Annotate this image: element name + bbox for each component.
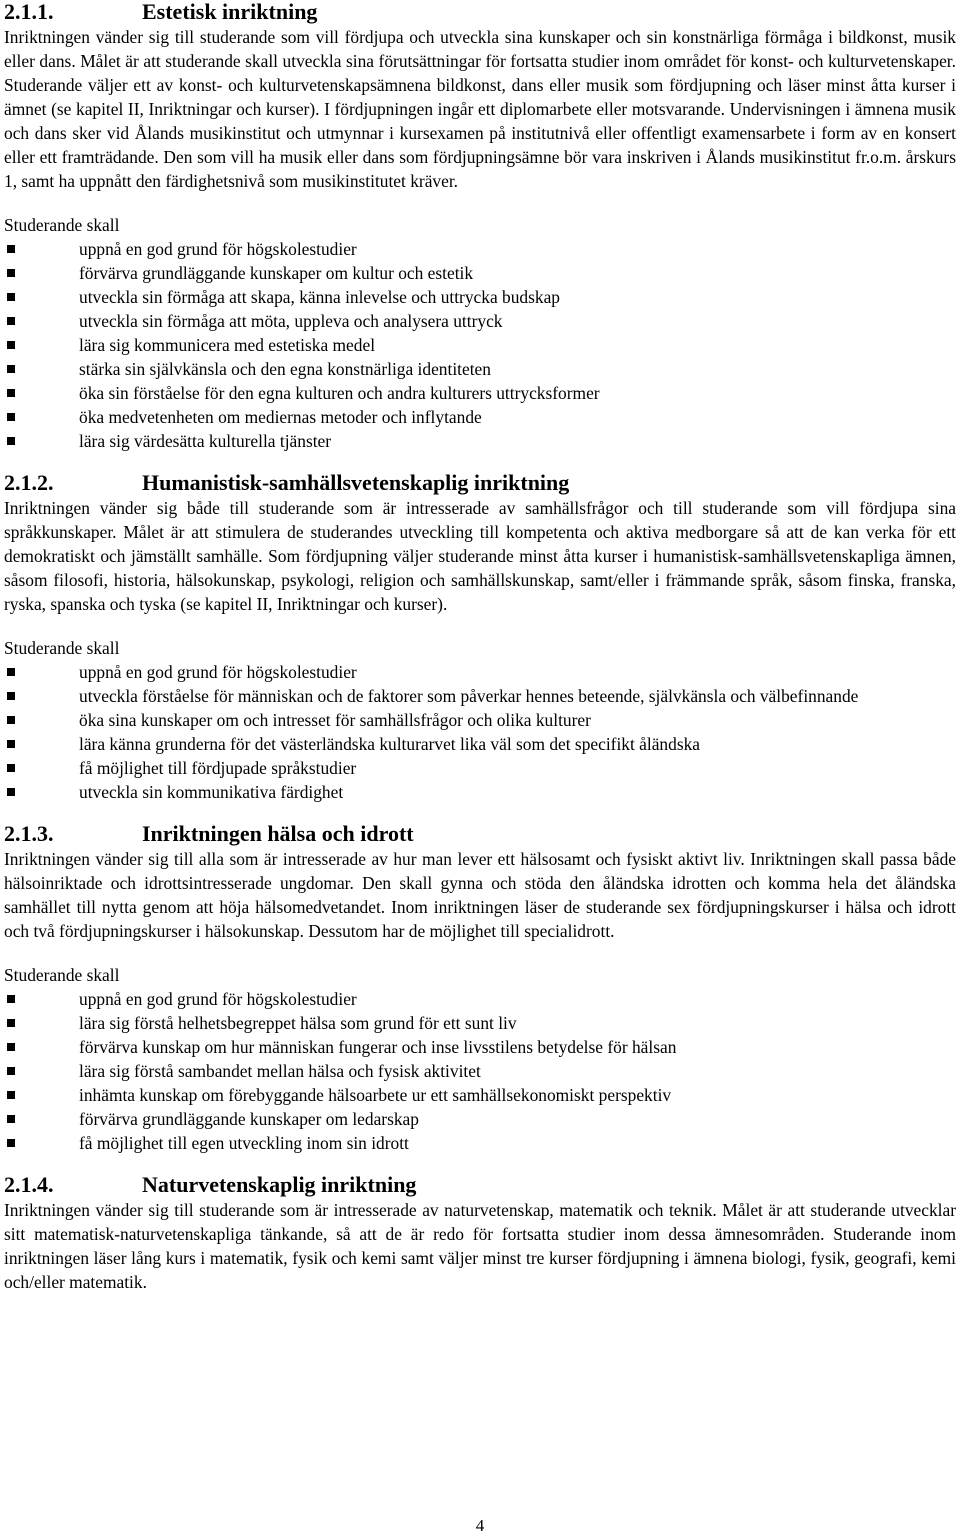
list-item: utveckla sin kommunikativa färdighet (4, 780, 956, 804)
section-number: 2.1.1. (4, 0, 54, 24)
section-title: Inriktningen hälsa och idrott (142, 821, 414, 846)
section-title: Naturvetenskaplig inriktning (142, 1172, 417, 1197)
square-bullet-icon (7, 293, 15, 301)
list-item: lära sig värdesätta kulturella tjänster (4, 429, 956, 453)
bullet-list (4, 660, 956, 804)
list-item: inhämta kunskap om förebyggande hälsoarbete ur ett samhällsekonomiskt perspektiv (4, 1083, 956, 1107)
section-title: Humanistisk-samhällsvetenskaplig inriktning (142, 470, 570, 495)
square-bullet-icon (7, 317, 15, 325)
square-bullet-icon (7, 389, 15, 397)
square-bullet-icon (7, 995, 15, 1003)
section-heading (4, 822, 956, 846)
square-bullet-icon (7, 1019, 15, 1027)
square-bullet-icon (7, 365, 15, 373)
list-item: utveckla sin förmåga att skapa, känna inlevelse och uttrycka budskap (4, 285, 956, 309)
section-number: 2.1.3. (4, 821, 54, 846)
section-paragraph: Inriktningen vänder sig till studerande som är intresserade av naturvetenskap, matematik och teknik. Målet är att studerande utvecklar sitt matematisk-naturvetenskapliga tänkande, så att de är redo för fortsatta studier inom dessa ämnesområden. Studerande inom inriktningen läser lång kurs i matematik, fysik och kemi samt väljer minst tre kurser fördjupning i ämnena biologi, fysik, geografi, kemi och/eller matematik. (4, 1200, 956, 1292)
section-naturvetenskaplig (4, 1173, 956, 1294)
list-item: uppnå en god grund för högskolestudier (4, 987, 956, 1011)
list-item: lära sig förstå helhetsbegreppet hälsa som grund för ett sunt liv (4, 1011, 956, 1035)
square-bullet-icon (7, 1043, 15, 1051)
list-item: förvärva grundläggande kunskaper om ledarskap (4, 1107, 956, 1131)
square-bullet-icon (7, 269, 15, 277)
list-item: få möjlighet till fördjupade språkstudier (4, 756, 956, 780)
list-item: uppnå en god grund för högskolestudier (4, 660, 956, 684)
bullet-list-lead: Studerande skall (4, 215, 120, 235)
list-item: lära sig förstå sambandet mellan hälsa och fysisk aktivitet (4, 1059, 956, 1083)
section-humanistisk (4, 471, 956, 822)
section-heading (4, 1173, 956, 1197)
list-item: uppnå en god grund för högskolestudier (4, 237, 956, 261)
list-item: öka medvetenheten om mediernas metoder och inflytande (4, 405, 956, 429)
section-estetisk (4, 0, 956, 471)
square-bullet-icon (7, 764, 15, 772)
list-item: utveckla förståelse för människan och de faktorer som påverkar hennes beteende, självkänsla och välbefinnande (4, 684, 956, 708)
list-item: stärka sin självkänsla och den egna konstnärliga identiteten (4, 357, 956, 381)
square-bullet-icon (7, 788, 15, 796)
square-bullet-icon (7, 437, 15, 445)
square-bullet-icon (7, 245, 15, 253)
list-item: lära sig kommunicera med estetiska medel (4, 333, 956, 357)
square-bullet-icon (7, 413, 15, 421)
square-bullet-icon (7, 1067, 15, 1075)
section-paragraph: Inriktningen vänder sig till studerande som vill fördjupa och utveckla sina kunskaper och sin konstnärliga förmåga i bildkonst, musik eller dans. Målet är att studerande skall utveckla sina förutsättningar för fortsatta studier inom området för konst- och kulturvetenskaper. Studerande väljer ett av konst- och kulturvetenskapsämnena bildkonst, dans eller musik som fördjupning och läser minst åtta kurser i ämnet (se kapitel II, Inriktningar och kurser). I fördjupningen ingår ett diplomarbete eller motsvarande. Undervisningen i ämnena musik och dans sker vid Ålands musikinstitut och utmynnar i kursexamen på institutnivå eller offentligt examensarbete i form av en konsert eller ett framträdande. Den som vill ha musik eller dans som fördjupningsämne bör vara inskriven i Ålands musikinstitut fr.o.m. årskurs 1, samt ha uppnått den färdighetsnivå som musikinstitutet kräver. (4, 27, 956, 191)
square-bullet-icon (7, 692, 15, 700)
bullet-list-lead: Studerande skall (4, 638, 120, 658)
list-item: utveckla sin förmåga att möta, uppleva och analysera uttryck (4, 309, 956, 333)
list-item: förvärva grundläggande kunskaper om kultur och estetik (4, 261, 956, 285)
square-bullet-icon (7, 1091, 15, 1099)
section-paragraph: Inriktningen vänder sig både till studerande som är intresserade av samhällsfrågor och till studerande som vill fördjupa sina språkkunskaper. Målet är att stimulera de studerandes utveckling till kompetenta och aktiva medborgare så att de kan verka för ett demokratiskt och jämställt samhälle. Som fördjupning väljer studerande minst åtta kurser i humanistisk-samhällsvetenskapliga ämnen, såsom filosofi, historia, hälsokunskap, psykologi, religion och samhällskunskap, samt/eller i främmande språk, såsom finska, franska, ryska, spanska och tyska (se kapitel II, Inriktningar och kurser). (4, 498, 956, 614)
bullet-list (4, 987, 956, 1155)
list-item: öka sina kunskaper om och intresset för samhällsfrågor och olika kulturer (4, 708, 956, 732)
square-bullet-icon (7, 1115, 15, 1123)
section-title: Estetisk inriktning (142, 0, 318, 24)
section-heading (4, 471, 956, 495)
bullet-list (4, 237, 956, 453)
square-bullet-icon (7, 341, 15, 349)
section-heading (4, 0, 956, 24)
section-number: 2.1.4. (4, 1172, 54, 1197)
document-page (4, 0, 956, 1294)
list-item: öka sin förståelse för den egna kulturen och andra kulturers uttrycksformer (4, 381, 956, 405)
list-item: förvärva kunskap om hur människan fungerar och inse livsstilens betydelse för hälsan (4, 1035, 956, 1059)
square-bullet-icon (7, 716, 15, 724)
section-number: 2.1.2. (4, 470, 54, 495)
section-halsa-idrott (4, 822, 956, 1173)
square-bullet-icon (7, 740, 15, 748)
square-bullet-icon (7, 668, 15, 676)
section-paragraph: Inriktningen vänder sig till alla som är intresserade av hur man lever ett hälsosamt och fysiskt aktivt liv. Inriktningen skall passa både hälsoinriktade och idrottsintresserade ungdomar. Den skall gynna och stöda den åländska idrotten och komma hela det åländska samhället till nytta genom att höja hälsomedvetandet. Inom inriktningen läser de studerande sex fördjupningskurser i hälsa och idrott och två fördjupningskurser i hälsokunskap. Dessutom har de möjlighet till specialidrott. (4, 849, 956, 941)
square-bullet-icon (7, 1139, 15, 1147)
bullet-list-lead: Studerande skall (4, 965, 120, 985)
page-number: 4 (475, 1516, 485, 1535)
list-item: lära känna grunderna för det västerländska kulturarvet lika väl som det specifikt åländska (4, 732, 956, 756)
list-item: få möjlighet till egen utveckling inom sin idrott (4, 1131, 956, 1155)
